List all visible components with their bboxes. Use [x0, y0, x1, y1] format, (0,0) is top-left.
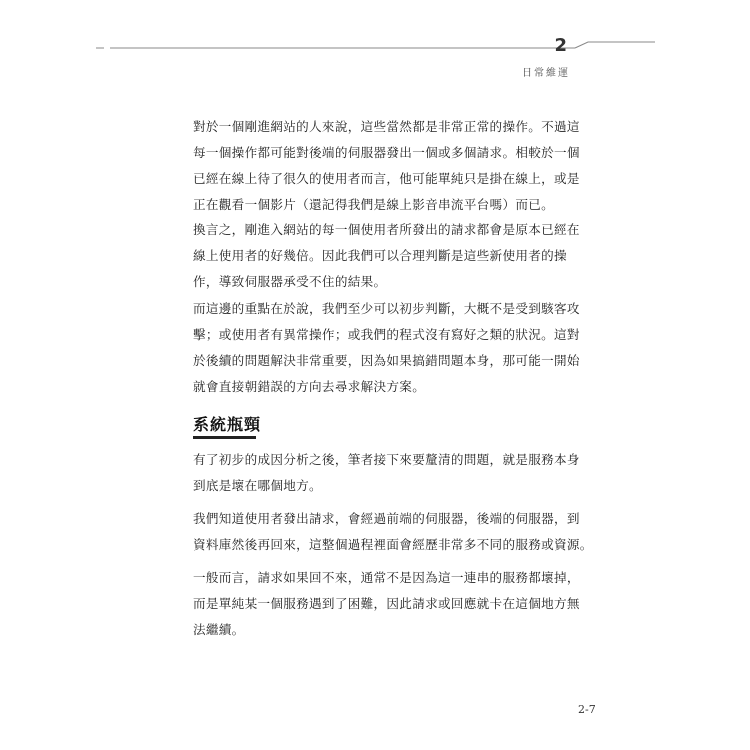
- text-line: 有了初步的成因分析之後，筆者接下來要釐清的問題，就是服務本身: [193, 452, 580, 467]
- text-line: 作，導致伺服器承受不住的結果。: [193, 274, 387, 289]
- text-line: 就會直接朝錯誤的方向去尋求解決方案。: [193, 379, 426, 394]
- paragraph-2: [193, 217, 580, 295]
- text-line: 換言之，剛進入網站的每一個使用者所發出的請求都會是原本已經在: [193, 222, 580, 237]
- chapter-number: 2: [554, 35, 567, 56]
- section-paragraph-3: [193, 565, 580, 643]
- chapter-title: 日常維運: [522, 68, 570, 79]
- text-line: 資料庫然後再回來，這整個過程裡面會經歷非常多不同的服務或資源。: [193, 537, 593, 552]
- paragraph-3: [193, 296, 580, 400]
- section-paragraph-1: [193, 447, 580, 499]
- text-line: 而是單純某一個服務遇到了困難，因此請求或回應就卡在這個地方無: [193, 596, 580, 611]
- text-line: 一般而言，請求如果回不來，通常不是因為這一連串的服務都壞掉，: [193, 570, 580, 585]
- text-line: 正在觀看一個影片（還記得我們是線上影音串流平台嗎）而已。: [193, 197, 555, 212]
- section-underline: [193, 436, 256, 439]
- text-line: 線上使用者的好幾倍。因此我們可以合理判斷是這些新使用者的操: [193, 248, 567, 263]
- text-line: 而這邊的重點在於說，我們至少可以初步判斷，大概不是受到駭客攻: [193, 301, 580, 316]
- text-line: 我們知道使用者發出請求，會經過前端的伺服器，後端的伺服器，到: [193, 511, 580, 526]
- text-line: 到底是壞在哪個地方。: [193, 478, 322, 493]
- header-rule: [0, 0, 750, 80]
- paragraph-1: [193, 114, 580, 218]
- text-line: 每一個操作都可能對後端的伺服器發出一個或多個請求。相較於一個: [193, 145, 580, 160]
- page-number: 2-7: [578, 703, 596, 716]
- section-paragraph-2: [193, 506, 593, 558]
- text-line: 擊；或使用者有異常操作；或我們的程式沒有寫好之類的狀況。這對: [193, 327, 580, 342]
- text-line: 對於一個剛進網站的人來說，這些當然都是非常正常的操作。不過這: [193, 119, 580, 134]
- text-line: 已經在線上待了很久的使用者而言，他可能單純只是掛在線上，或是: [193, 171, 580, 186]
- section-heading: 系統瓶頸: [193, 415, 262, 434]
- text-line: 於後續的問題解決非常重要，因為如果搞錯問題本身，那可能一開始: [193, 353, 580, 368]
- text-line: 法繼續。: [193, 622, 245, 637]
